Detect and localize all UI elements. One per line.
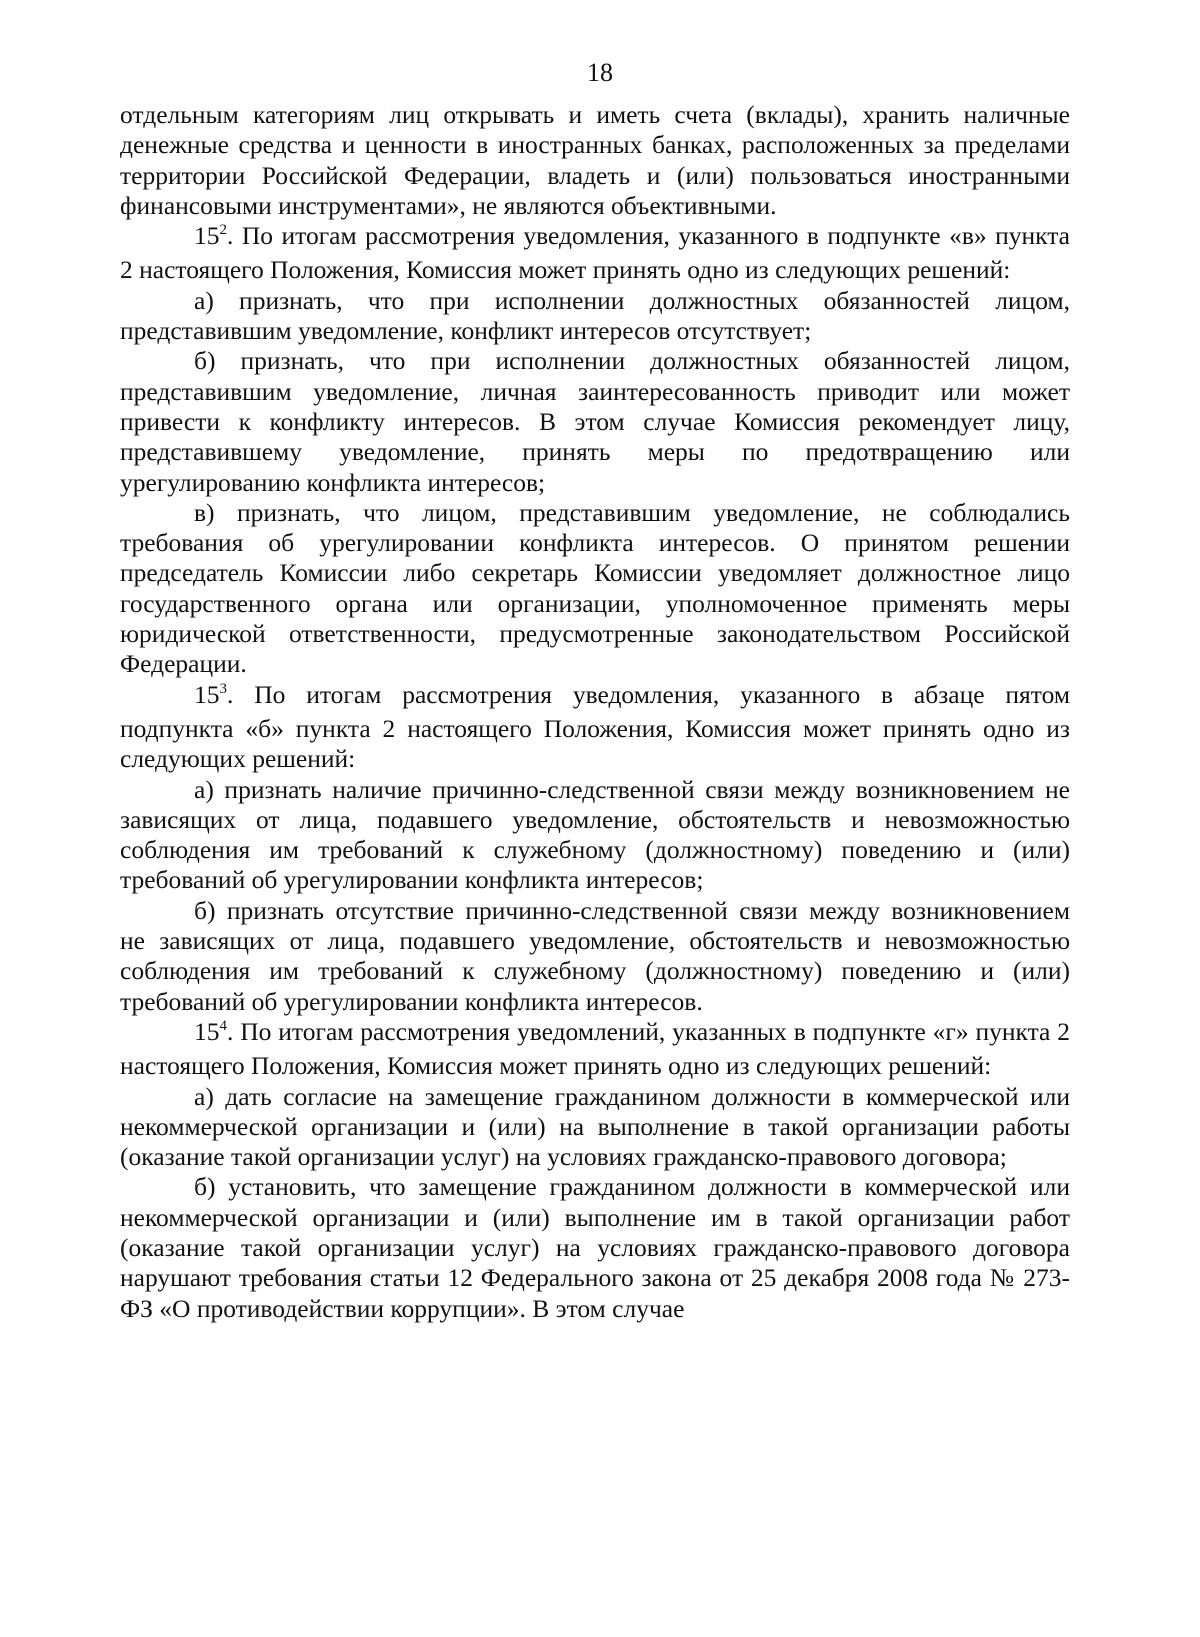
paragraph-15-3-b: б) признать отсутствие причинно-следственной связи между возникновением не зависящих от лица, подавшего уведомление, обстоятельств и невозможностью соблюдения им требований к служебному (должностному) поведению и (или) требований об урегулировании конфликта интересов. [120,895,1070,1016]
paragraph-continuation: отдельным категориям лиц открывать и иметь счета (вклады), хранить наличные денежные средства и ценности в иностранных банках, расположенных за пределами территории Российской Федерации, владеть и (или) пользоваться иностранными финансовыми инструментами», не являются объективными. [120,100,1070,220]
paragraph-15-2-a: а) признать, что при исполнении должностных обязанностей лицом, представившим уведомление, конфликт интересов отсутствует; [120,285,1070,346]
paragraph-15-4: $15^4$. По итогам рассмотрения уведомлений, указанных в подпункте «г» пункта 2 настоящего Положения, Комиссия может принять одно из следующих решений: [120,1016,1070,1081]
paragraph-15-3-a: а) признать наличие причинно-следственной связи между возникновением не зависящих от лица, подавшего уведомление, обстоятельств и невозможностью соблюдения им требований к служебному (должностному) поведению и (или) требований об урегулировании конфликта интересов; [120,774,1070,895]
paragraph-15-3: $15^3$. По итогам рассмотрения уведомления, указанного в абзаце пятом подпункта «б» пункта 2 настоящего Положения, Комиссия может принять одно из следующих решений: [120,679,1070,774]
paragraph-15-4-a: а) дать согласие на замещение гражданином должности в коммерческой или некоммерческой организации и (или) на выполнение в такой организации работы (оказание такой организации услуг) на условиях гражданско-правового договора; [120,1081,1070,1172]
document-body [120,100,1070,1324]
page-number: 18 [587,58,613,87]
paragraph-15-4-b: б) установить, что замещение гражданином должности в коммерческой или некоммерческой организации и (или) выполнение им в такой организации работ (оказание такой организации услуг) на условиях гражданско-правового договора нарушают требования статьи 12 Федерального закона от 25 декабря 2008 года № 273-ФЗ «О противодействии коррупции». В этом случае [120,1172,1070,1323]
paragraph-15-2-b: б) признать, что при исполнении должностных обязанностей лицом, представившим уведомление, личная заинтересованность приводит или может привести к конфликту интересов. В этом случае Комиссия рекомендует лицу, представившему уведомление, принять меры по предотвращению или урегулированию конфликта интересов; [120,346,1070,497]
paragraph-15-2-v: в) признать, что лицом, представившим уведомление, не соблюдались требования об урегулировании конфликта интересов. О принятом решении председатель Комиссии либо секретарь Комиссии уведомляет должностное лицо государственного органа или организации, уполномоченное применять меры юридической ответственности, предусмотренные законодательством Российской Федерации. [120,497,1070,679]
paragraph-15-2: $15^2$. По итогам рассмотрения уведомления, указанного в подпункте «в» пункта 2 настоящего Положения, Комиссия может принять одно из следующих решений: [120,221,1070,285]
